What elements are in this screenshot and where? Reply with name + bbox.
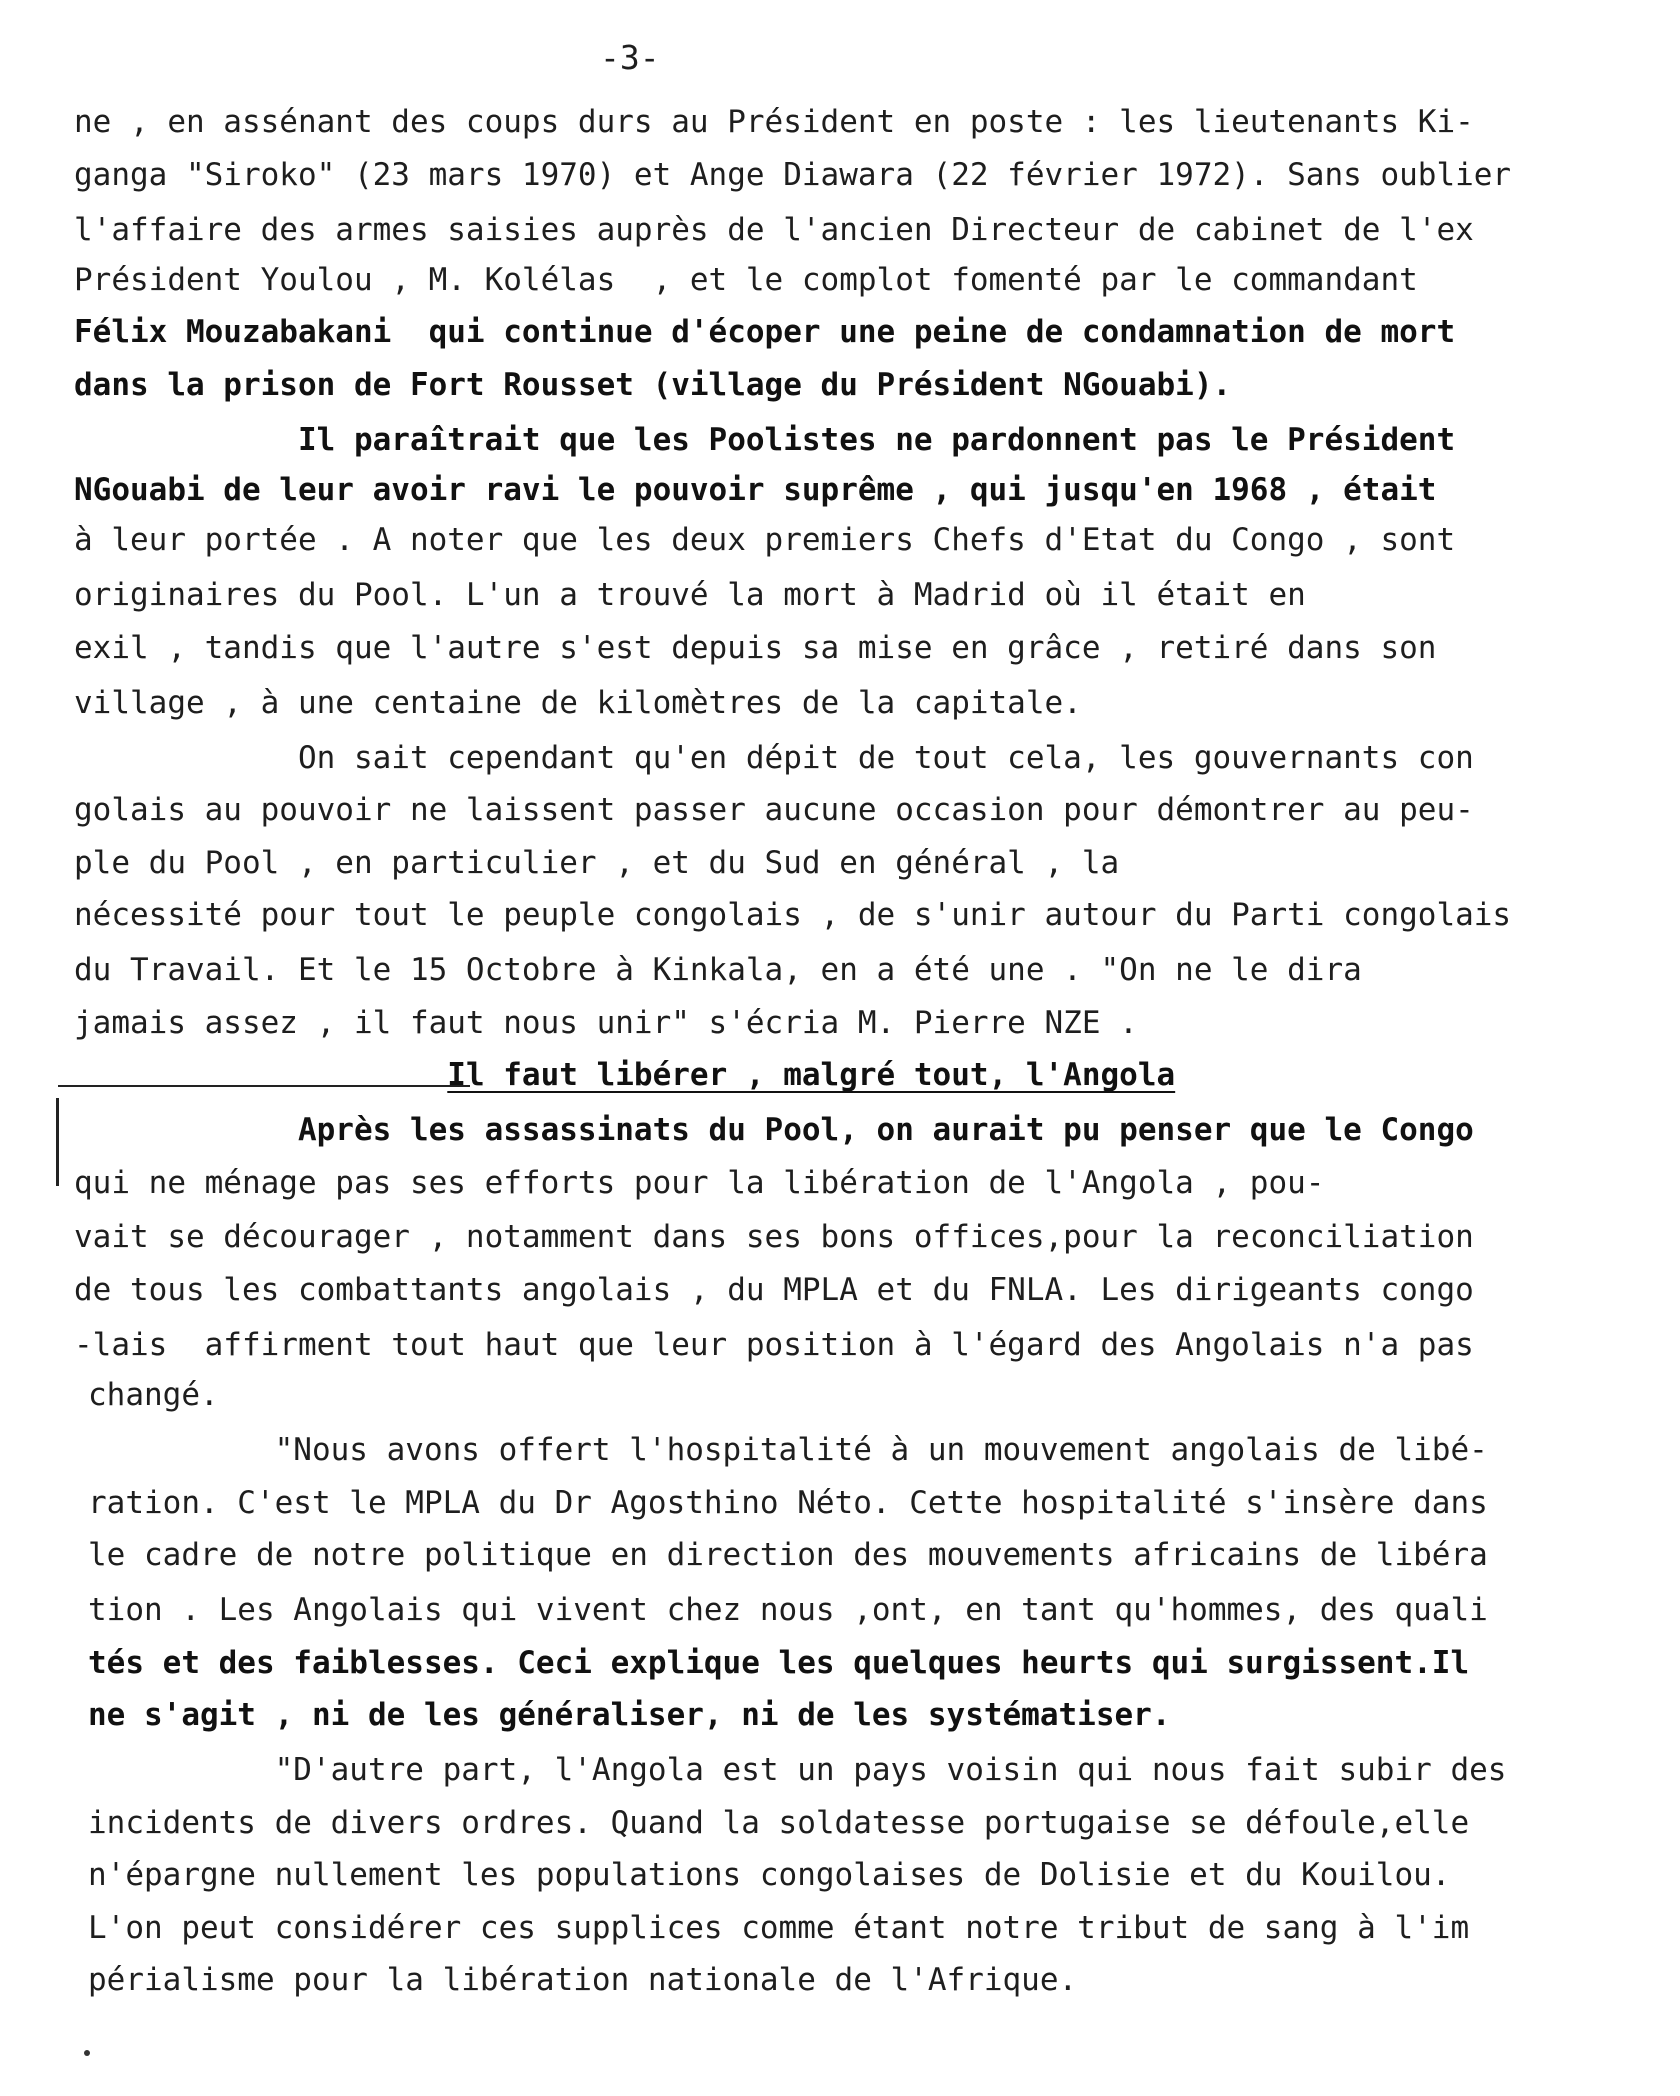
text-line: qui ne ménage pas ses efforts pour la libération de l'Angola , pou- bbox=[74, 1165, 1325, 1201]
text-line: périalisme pour la libération nationale de l'Afrique. bbox=[88, 1962, 1078, 1998]
text-line: "D'autre part, l'Angola est un pays voisin qui nous fait subir des bbox=[88, 1752, 1507, 1788]
text-line: l'affaire des armes saisies auprès de l'ancien Directeur de cabinet de l'ex bbox=[74, 212, 1474, 248]
text-line: ne , en assénant des coups durs au Président en poste : les lieutenants Ki- bbox=[74, 104, 1474, 140]
text-line: tion . Les Angolais qui vivent chez nous ,ont, en tant qu'hommes, des quali bbox=[88, 1592, 1488, 1628]
text-line: incidents de divers ordres. Quand la soldatesse portugaise se défoule,elle bbox=[88, 1805, 1470, 1841]
text-line bbox=[74, 1055, 1175, 1095]
section-heading: Il faut libérer , malgré tout, l'Angola bbox=[447, 1057, 1176, 1093]
text-line: dans la prison de Fort Rousset (village du Président NGouabi). bbox=[74, 367, 1232, 403]
text-line: On sait cependant qu'en dépit de tout cela, les gouvernants con bbox=[74, 740, 1474, 776]
text-line: du Travail. Et le 15 Octobre à Kinkala, en a été une . "On ne le dira bbox=[74, 952, 1362, 988]
text-line: village , à une centaine de kilomètres de la capitale. bbox=[74, 685, 1082, 721]
text-line: ration. C'est le MPLA du Dr Agosthino Néto. Cette hospitalité s'insère dans bbox=[88, 1485, 1488, 1521]
text-line: le cadre de notre politique en direction des mouvements africains de libéra bbox=[88, 1537, 1488, 1573]
text-line: Après les assassinats du Pool, on aurait pu penser que le Congo bbox=[74, 1112, 1474, 1148]
text-line: vait se décourager , notamment dans ses bons offices,pour la reconciliation bbox=[74, 1219, 1474, 1255]
text-line: exil , tandis que l'autre s'est depuis sa mise en grâce , retiré dans son bbox=[74, 630, 1437, 666]
page-number: -3- bbox=[600, 38, 660, 77]
text-line: de tous les combattants angolais , du MPLA et du FNLA. Les dirigeants congo bbox=[74, 1272, 1474, 1308]
text-line: Félix Mouzabakani qui continue d'écoper une peine de condamnation de mort bbox=[74, 314, 1456, 350]
text-line: ganga "Siroko" (23 mars 1970) et Ange Diawara (22 février 1972). Sans oublier bbox=[74, 157, 1512, 193]
text-line: L'on peut considérer ces supplices comme étant notre tribut de sang à l'im bbox=[88, 1910, 1470, 1946]
text-line: Président Youlou , M. Kolélas , et le complot fomenté par le commandant bbox=[74, 262, 1418, 298]
stray-ink-mark bbox=[84, 2050, 90, 2056]
text-line: golais au pouvoir ne laissent passer aucune occasion pour démontrer au peu- bbox=[74, 792, 1474, 828]
text-line: ne s'agit , ni de les généraliser, ni de les systématiser. bbox=[88, 1697, 1171, 1733]
text-line: Il paraîtrait que les Poolistes ne pardonnent pas le Président bbox=[74, 422, 1456, 458]
text-line: jamais assez , il faut nous unir" s'écria M. Pierre NZE . bbox=[74, 1005, 1138, 1041]
text-line: originaires du Pool. L'un a trouvé la mort à Madrid où il était en bbox=[74, 577, 1306, 613]
text-line: changé. bbox=[88, 1377, 219, 1413]
text-line: "Nous avons offert l'hospitalité à un mouvement angolais de libé- bbox=[88, 1432, 1488, 1468]
margin-bracket-side bbox=[56, 1098, 59, 1186]
text-line: à leur portée . A noter que les deux premiers Chefs d'Etat du Congo , sont bbox=[74, 522, 1456, 558]
text-line: ple du Pool , en particulier , et du Sud en général , la bbox=[74, 845, 1120, 881]
text-line: nécessité pour tout le peuple congolais , de s'unir autour du Parti congolais bbox=[74, 897, 1512, 933]
text-line: n'épargne nullement les populations congolaises de Dolisie et du Kouilou. bbox=[88, 1857, 1451, 1893]
text-line: tés et des faiblesses. Ceci explique les quelques heurts qui surgissent.Il bbox=[88, 1645, 1470, 1681]
text-line: -lais affirment tout haut que leur position à l'égard des Angolais n'a pas bbox=[74, 1327, 1474, 1363]
margin-bracket-line bbox=[58, 1085, 470, 1087]
text-line: NGouabi de leur avoir ravi le pouvoir suprême , qui jusqu'en 1968 , était bbox=[74, 472, 1437, 508]
